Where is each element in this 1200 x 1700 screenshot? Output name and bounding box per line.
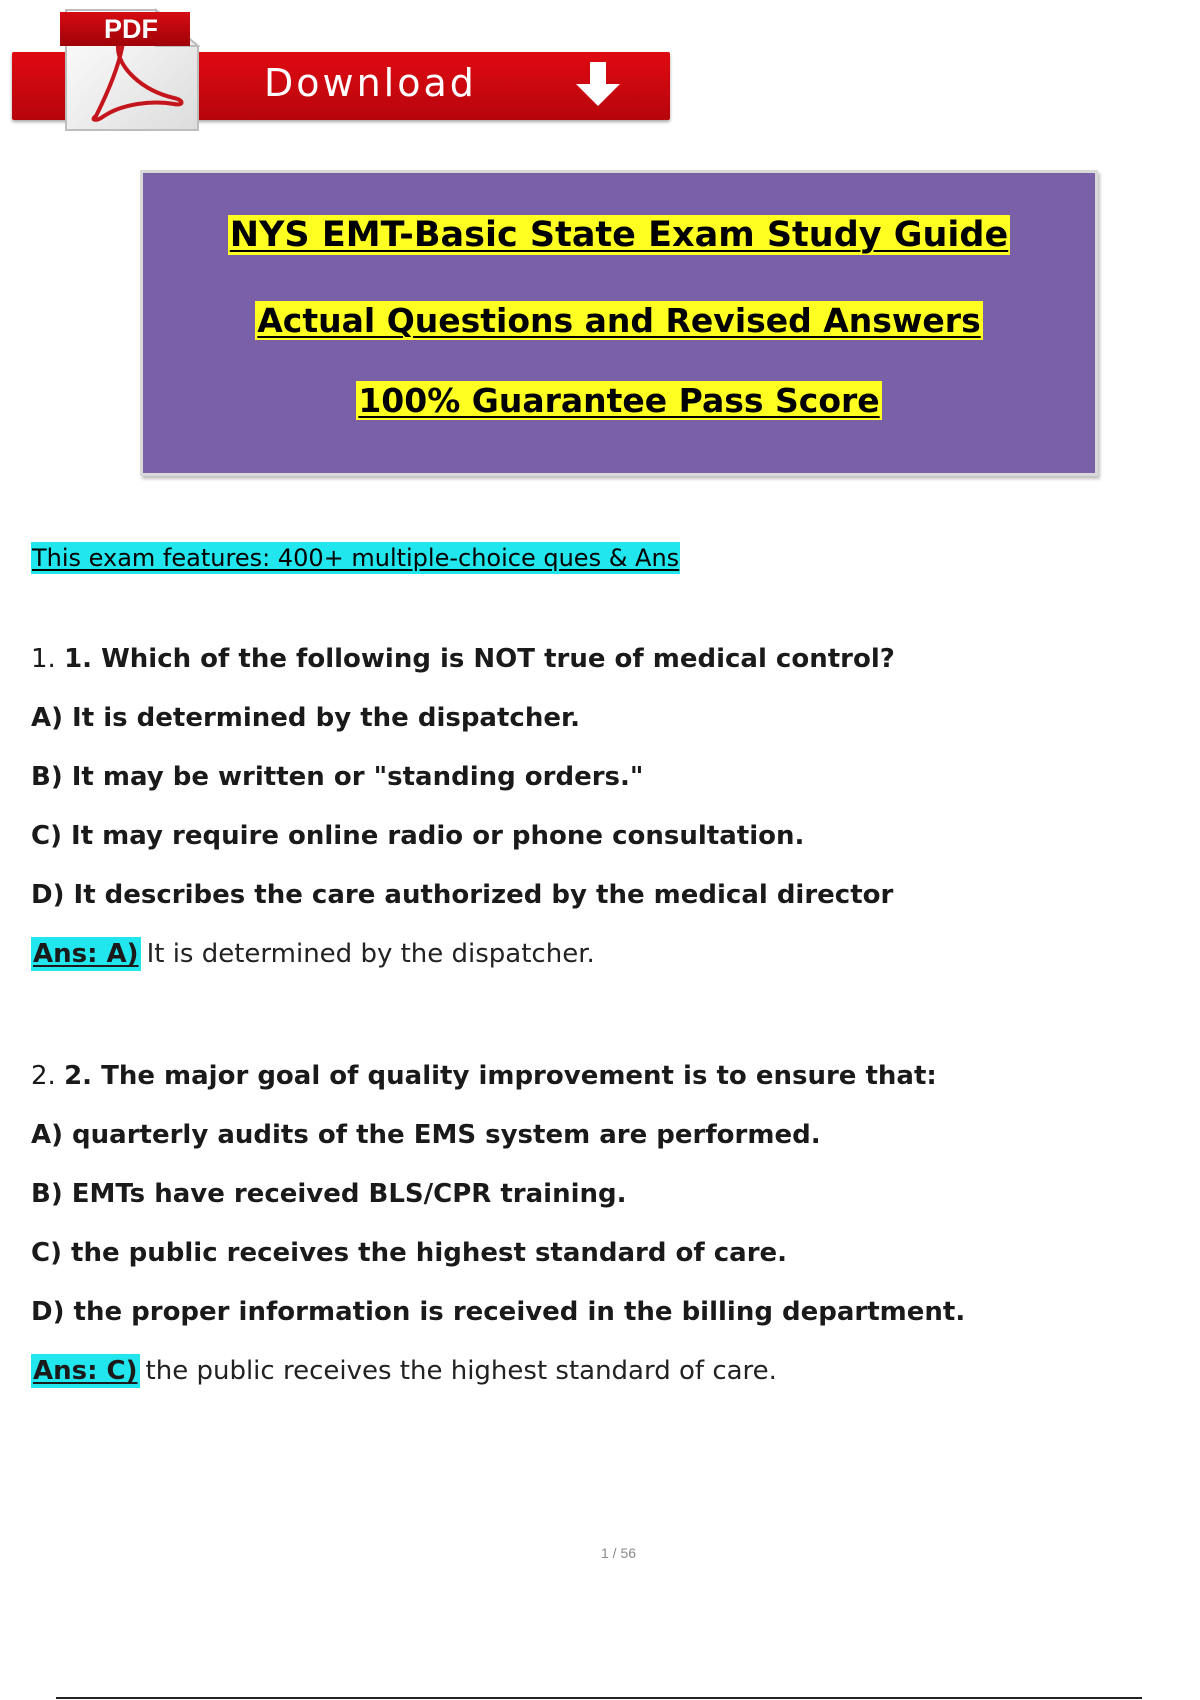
document-subtitle: Actual Questions and Revised Answers (257, 301, 981, 340)
option-d: D) the proper information is received in the billing department. (31, 1297, 966, 1327)
option-b: B) It may be written or "standing orders." (31, 762, 644, 792)
guarantee-tagline: 100% Guarantee Pass Score (358, 381, 880, 420)
question-block (31, 1061, 1151, 1396)
question-stem: 1. Which of the following is NOT true of medical control? (64, 644, 895, 674)
option-b: B) EMTs have received BLS/CPR training. (31, 1179, 627, 1209)
question-block (31, 644, 1151, 979)
option-a: A) It is determined by the dispatcher. (31, 703, 580, 733)
answer-text: It is determined by the dispatcher. (146, 939, 595, 969)
answer-line (31, 939, 1151, 979)
option-c: C) the public receives the highest standard of care. (31, 1238, 788, 1268)
exam-features-note: This exam features: 400+ multiple-choice ques & Ans (32, 544, 680, 572)
answer-label: Ans: A) (33, 939, 139, 969)
option-d: D) It describes the care authorized by the medical director (31, 880, 894, 910)
title-box (140, 170, 1098, 476)
answer-label: Ans: C) (33, 1356, 138, 1386)
document-title: NYS EMT-Basic State Exam Study Guide (229, 215, 1009, 255)
pdf-file-icon (56, 8, 206, 138)
pdf-download-banner[interactable] (12, 8, 672, 133)
answer-text: the public receives the highest standard of care. (145, 1356, 777, 1386)
bottom-divider (56, 1697, 1142, 1699)
answer-line (31, 1356, 1151, 1396)
question-stem: 2. The major goal of quality improvement is to ensure that: (64, 1061, 937, 1091)
option-a: A) quarterly audits of the EMS system are performed. (31, 1120, 821, 1150)
page-indicator: 1 / 56 (600, 1545, 637, 1561)
question-number: 2. (31, 1061, 56, 1091)
pdf-badge: PDF (60, 12, 190, 46)
download-label: Download (264, 61, 477, 105)
download-arrow-icon (572, 60, 624, 110)
question-number: 1. (31, 644, 56, 674)
option-c: C) It may require online radio or phone consultation. (31, 821, 805, 851)
